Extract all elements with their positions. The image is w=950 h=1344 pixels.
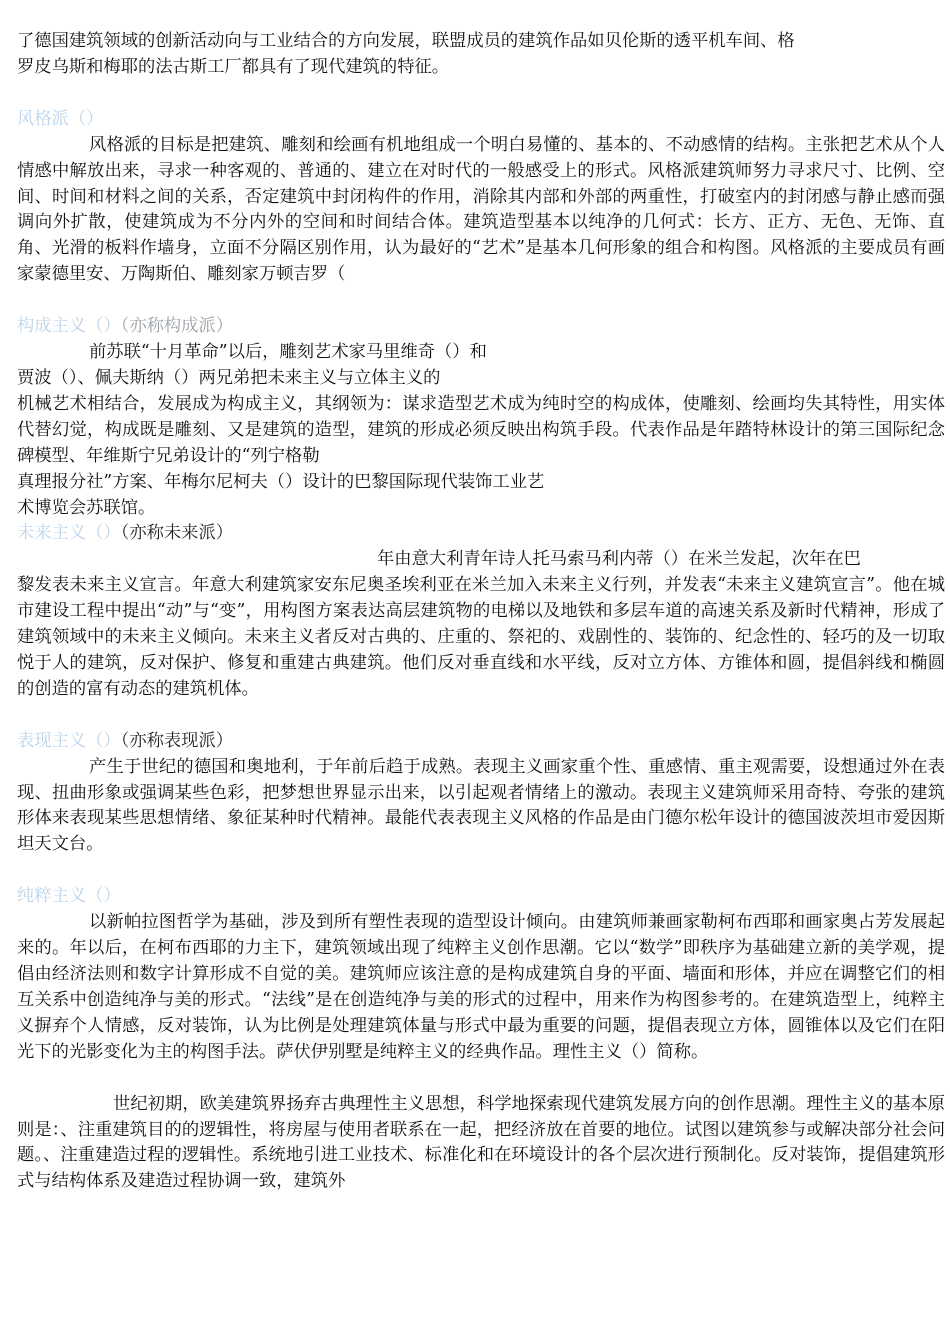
spacer [17,288,945,314]
heading-text: 纯粹主义（） [17,886,121,907]
constructivism-body: 机械艺术相结合，发展成为构成主义，其纲领为：谋求造型艺术成为纯时空的构成体，使雕刻、绘画均失其特性，用实体代替幻觉，构成既是雕刻、又是建筑的造型，建筑的形成必须反映出构筑手段。代表作品是年踏特林设计的第三国际纪念碑模型、年维斯宁兄弟设计的“列宁格勒 [17,393,945,466]
heading-alias: （亦称表现派） [120,730,234,751]
heading-text: 构成主义（） [17,316,121,337]
section-body-expressionism: 产生于世纪的德国和奥地利，于年前后趋于成熟。表现主义画家重个性、重感情、重主观需要，设想通过外在表现、扭曲形象或强调某些色彩，把梦想世界显示出来，以引起观者情绪上的激动。表现主义建筑师采用奇特、夸张的建筑形体来表现某些思想情绪、象征某种时代精神。最能代表表现主义风格的作品是由门德尔松年设计的德国波茨坦市爱因斯坦天文台。 [17,756,945,855]
section-heading-futurism [17,521,945,547]
section-body-rationalism: 世纪初期，欧美建筑界扬弃古典理性主义思想，科学地探索现代建筑发展方向的创作思潮。理性主义的基本原则是：、注重建筑目的的逻辑性，将房屋与使用者联系在一起，把经济放在首要的地位。试图以建筑参与或解决部分社会问题。、注重建造过程的逻辑性。系统地引进工业技术、标准化和在环境设计的各个层次进行预制化。反对装饰，提倡建筑形式与结构体系及建造过程协调一致，建筑外 [17,1093,945,1192]
section-body-destijl: 风格派的目标是把建筑、雕刻和绘画有机地组成一个明白易懂的、基本的、不动感情的结构。主张把艺术从个人情感中解放出来，寻求一种客观的、普通的、建立在对时代的一般感受上的形式。风格派建筑师努力寻求尺寸、比例、空间、时间和材料之间的关系，否定建筑中封闭构件的作用，消除其内部和外部的两重性，打破室内的封闭感与静止感而强调向外扩散，使建筑成为不分内外的空间和时间结合体。建筑造型基本以纯净的几何式：长方、正方、无色、无饰、直角、光滑的板料作墙身，立面不分隔区别作用，认为最好的“艺术”是基本几何形象的组合和构图。风格派的主要成员有画家蒙德里安、万陶斯伯、雕刻家万顿吉罗（ [17,134,945,285]
intro-line-2: 罗皮乌斯和梅耶的法古斯工厂都具有了现代建筑的特征。 [17,56,450,77]
futurism-body: 黎发表未来主义宣言。年意大利建筑家安东尼奥圣埃利亚在米兰加入未来主义行列，并发表“未来主义建筑宣言”。他在城市建设工程中提出“动”与“变”，用构图方案表达高层建筑物的电梯以及地铁和多层车道的高速关系及新时代精神，形成了建筑领域中的未来主义倾向。未来主义者反对古典的、庄重的、祭祀的、戏剧性的、装饰的、纪念性的、轻巧的及一切取悦于人的建筑，反对保护、修复和重建古典建筑。他们反对垂直线和水平线，反对立方体、方锥体和圆，提倡斜线和椭圆的创造的富有动态的建筑机体。 [17,575,945,699]
heading-text: 风格派（） [17,108,104,129]
intro-line-1: 了德国建筑领域的创新活动向与工业结合的方向发展，联盟成员的建筑作品如贝伦斯的透平机车间、格 [17,31,795,51]
spacer [17,1066,945,1092]
spacer [17,81,945,107]
constructivism-line-2: 贾波（）、佩夫斯纳（）两兄弟把未来主义与立体主义的 [17,367,441,388]
heading-alias: （亦称未来派） [120,523,234,544]
section-heading-constructivism [17,314,945,340]
heading-text: 未来主义（） [17,523,121,544]
section-heading-expressionism [17,729,945,755]
section-body-futurism [17,547,945,702]
constructivism-line-last-1: 真理报分社”方案、年梅尔尼柯夫（）设计的巴黎国际现代装饰工业艺 [17,471,545,492]
section-heading-destijl [17,107,945,133]
section-body-constructivism [17,340,945,521]
heading-text: 表现主义（） [17,730,121,751]
section-heading-purism [17,884,945,910]
constructivism-line-last-2: 术博览会苏联馆。 [17,497,156,518]
constructivism-line-1: 前苏联“十月革命”以后，雕刻艺术家马里维奇（）和 [89,342,487,363]
section-body-purism: 以新帕拉图哲学为基础，涉及到所有塑性表现的造型设计倾向。由建筑师兼画家勒柯布西耶和画家奥占芳发展起来的。年以后，在柯布西耶的力主下，建筑领域出现了纯粹主义创作思潮。它以“数学”即秩序为基础建立新的美学观，提倡由经济法则和数字计算形成不自觉的美。建筑师应该注意的是构成建筑自身的平面、墙面和形体，并应在调整它们的相互关系中创造纯净与美的形式。“法线”是在创造纯净与美的形式的过程中，用来作为构图参考的。在建筑造型上，纯粹主义摒弃个人情感，反对装饰，认为比例是处理建筑体量与形式中最为重要的问题，提倡表现立方体，圆锥体以及它们在阳光下的光影变化为主的构图手法。萨伏伊别墅是纯粹主义的经典作品。理性主义（）简称。 [17,912,945,1062]
futurism-first-line: 年由意大利青年诗人托马索马利内蒂（）在米兰发起，次年在巴 [377,549,861,570]
spacer [17,858,945,884]
intro-paragraph [17,29,945,81]
document-page [17,29,945,1195]
heading-alias: （亦称构成派） [120,316,234,337]
spacer [17,703,945,729]
